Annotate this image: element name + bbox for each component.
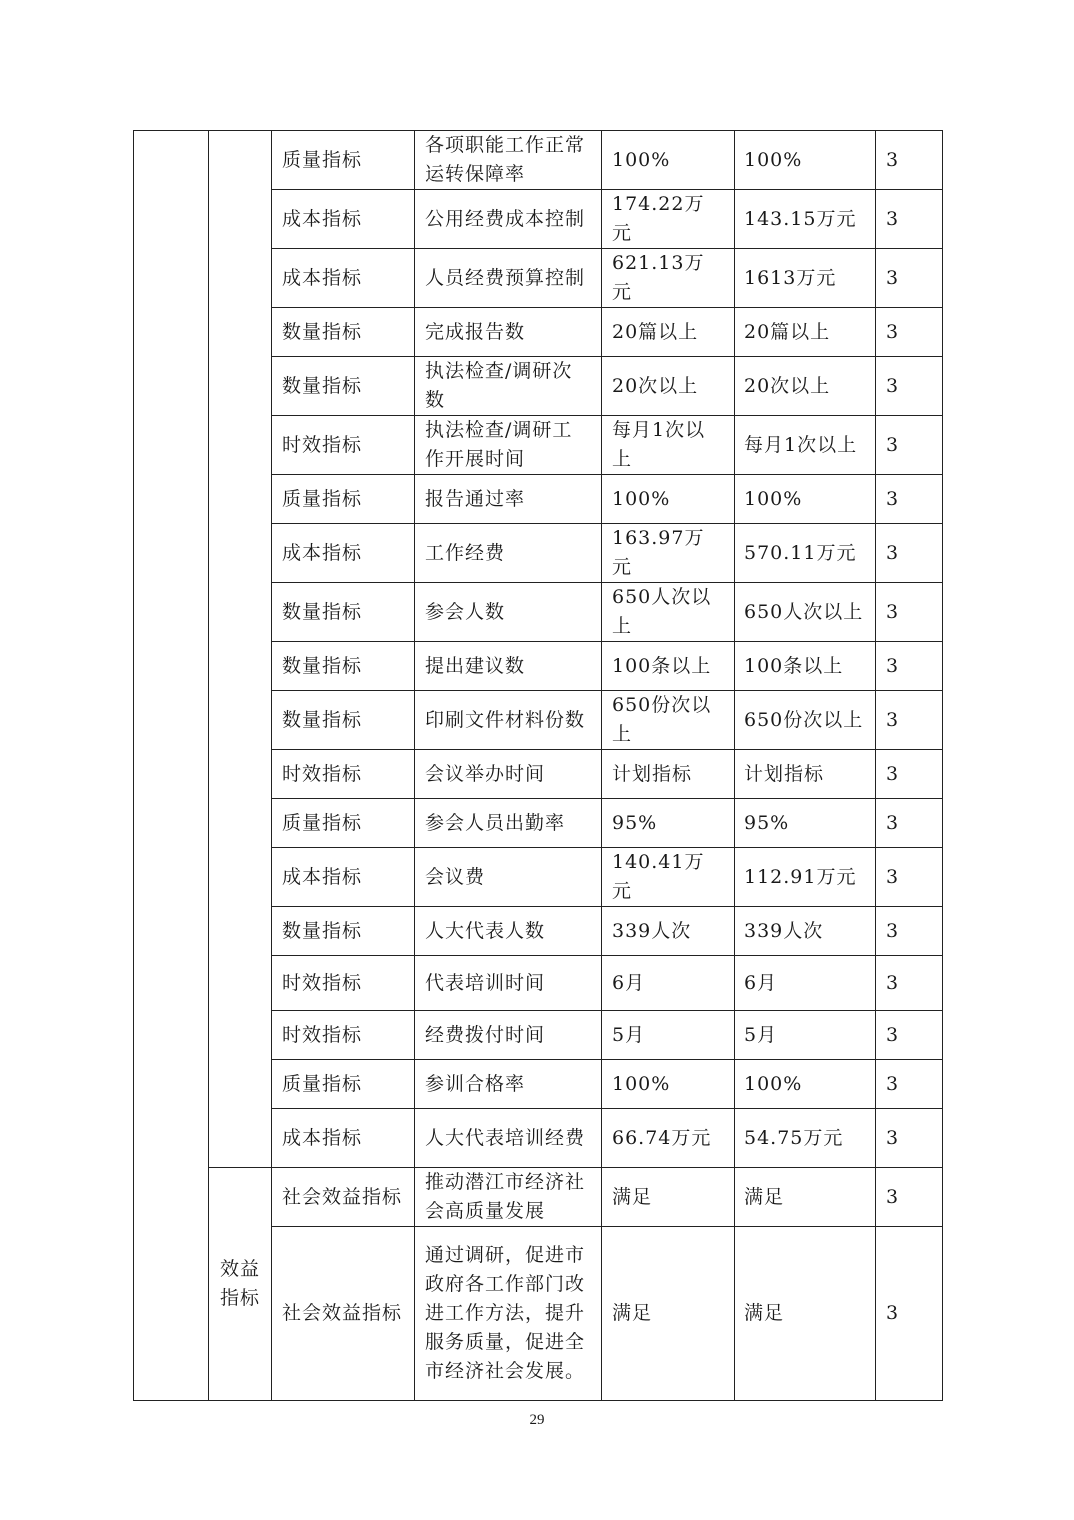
score-cell: 3: [876, 131, 943, 190]
secondary-indicator-cell: 成本指标: [272, 524, 415, 583]
tertiary-indicator-cell: 公用经费成本控制: [415, 190, 602, 249]
secondary-indicator-cell: 质量指标: [272, 799, 415, 848]
score-cell: 3: [876, 1168, 943, 1227]
secondary-indicator-cell: 质量指标: [272, 1060, 415, 1109]
actual-value-cell: 95%: [735, 799, 876, 848]
tertiary-indicator-cell: 参训合格率: [415, 1060, 602, 1109]
score-cell: 3: [876, 475, 943, 524]
actual-value-cell: 每月1次以上: [735, 416, 876, 475]
score-cell: 3: [876, 642, 943, 691]
score-cell: 3: [876, 799, 943, 848]
secondary-indicator-cell: 数量指标: [272, 357, 415, 416]
secondary-indicator-cell: 时效指标: [272, 956, 415, 1011]
secondary-indicator-cell: 时效指标: [272, 750, 415, 799]
score-cell: 3: [876, 750, 943, 799]
score-cell: 3: [876, 1011, 943, 1060]
secondary-indicator-cell: 数量指标: [272, 583, 415, 642]
annual-target-cell: 20次以上: [602, 357, 735, 416]
annual-target-cell: 95%: [602, 799, 735, 848]
score-cell: 3: [876, 956, 943, 1011]
actual-value-cell: 满足: [735, 1227, 876, 1401]
table-row: [134, 1168, 943, 1227]
tertiary-indicator-cell: 推动潜江市经济社会高质量发展: [415, 1168, 602, 1227]
actual-value-cell: 6月: [735, 956, 876, 1011]
annual-target-cell: 100%: [602, 475, 735, 524]
tertiary-indicator-cell: 代表培训时间: [415, 956, 602, 1011]
score-cell: 3: [876, 249, 943, 308]
page-number: 29: [529, 1412, 545, 1428]
annual-target-cell: 650人次以上: [602, 583, 735, 642]
annual-target-cell: 140.41万元: [602, 848, 735, 907]
secondary-indicator-cell: 时效指标: [272, 416, 415, 475]
annual-target-cell: 100%: [602, 1060, 735, 1109]
tertiary-indicator-cell: 会议费: [415, 848, 602, 907]
annual-target-cell: 20篇以上: [602, 308, 735, 357]
actual-value-cell: 20次以上: [735, 357, 876, 416]
annual-target-cell: 每月1次以上: [602, 416, 735, 475]
secondary-indicator-cell: 社会效益指标: [272, 1227, 415, 1401]
secondary-indicator-cell: 数量指标: [272, 907, 415, 956]
category-cell: [134, 131, 209, 1401]
actual-value-cell: 计划指标: [735, 750, 876, 799]
actual-value-cell: 100%: [735, 475, 876, 524]
annual-target-cell: 满足: [602, 1227, 735, 1401]
score-cell: 3: [876, 583, 943, 642]
score-cell: 3: [876, 190, 943, 249]
annual-target-cell: 满足: [602, 1168, 735, 1227]
actual-value-cell: 570.11万元: [735, 524, 876, 583]
secondary-indicator-cell: 成本指标: [272, 249, 415, 308]
secondary-indicator-cell: 成本指标: [272, 848, 415, 907]
tertiary-indicator-cell: 工作经费: [415, 524, 602, 583]
annual-target-cell: 6月: [602, 956, 735, 1011]
secondary-indicator-cell: 数量指标: [272, 642, 415, 691]
tertiary-indicator-cell: 参会人员出勤率: [415, 799, 602, 848]
tertiary-indicator-cell: 提出建议数: [415, 642, 602, 691]
score-cell: 3: [876, 1227, 943, 1401]
actual-value-cell: 650份次以上: [735, 691, 876, 750]
tertiary-indicator-cell: 通过调研，促进市政府各工作部门改进工作方法，提升服务质量，促进全市经济社会发展。: [415, 1227, 602, 1401]
annual-target-cell: 100%: [602, 131, 735, 190]
actual-value-cell: 5月: [735, 1011, 876, 1060]
annual-target-cell: 650份次以上: [602, 691, 735, 750]
tertiary-indicator-cell: 各项职能工作正常运转保障率: [415, 131, 602, 190]
annual-target-cell: 339人次: [602, 907, 735, 956]
actual-value-cell: 100条以上: [735, 642, 876, 691]
tertiary-indicator-cell: 完成报告数: [415, 308, 602, 357]
actual-value-cell: 满足: [735, 1168, 876, 1227]
secondary-indicator-cell: 成本指标: [272, 190, 415, 249]
tertiary-indicator-cell: 人大代表培训经费: [415, 1109, 602, 1168]
score-cell: 3: [876, 524, 943, 583]
annual-target-cell: 5月: [602, 1011, 735, 1060]
actual-value-cell: 650人次以上: [735, 583, 876, 642]
annual-target-cell: 66.74万元: [602, 1109, 735, 1168]
tertiary-indicator-cell: 执法检查/调研工作开展时间: [415, 416, 602, 475]
actual-value-cell: 112.91万元: [735, 848, 876, 907]
score-cell: 3: [876, 1109, 943, 1168]
benefit-indicator-cell: 效益指标: [209, 1168, 272, 1401]
tertiary-indicator-cell: 人员经费预算控制: [415, 249, 602, 308]
tertiary-indicator-cell: 执法检查/调研次数: [415, 357, 602, 416]
actual-value-cell: 20篇以上: [735, 308, 876, 357]
annual-target-cell: 174.22万元: [602, 190, 735, 249]
score-cell: 3: [876, 416, 943, 475]
tertiary-indicator-cell: 报告通过率: [415, 475, 602, 524]
secondary-indicator-cell: 社会效益指标: [272, 1168, 415, 1227]
score-cell: 3: [876, 308, 943, 357]
actual-value-cell: 339人次: [735, 907, 876, 956]
tertiary-indicator-cell: 印刷文件材料份数: [415, 691, 602, 750]
tertiary-indicator-cell: 参会人数: [415, 583, 602, 642]
secondary-indicator-cell: 数量指标: [272, 691, 415, 750]
secondary-indicator-cell: 质量指标: [272, 475, 415, 524]
actual-value-cell: 143.15万元: [735, 190, 876, 249]
annual-target-cell: 100条以上: [602, 642, 735, 691]
annual-target-cell: 163.97万元: [602, 524, 735, 583]
secondary-indicator-cell: 成本指标: [272, 1109, 415, 1168]
output-indicator-cell: [209, 131, 272, 1168]
actual-value-cell: 1613万元: [735, 249, 876, 308]
annual-target-cell: 计划指标: [602, 750, 735, 799]
score-cell: 3: [876, 907, 943, 956]
actual-value-cell: 100%: [735, 1060, 876, 1109]
tertiary-indicator-cell: 人大代表人数: [415, 907, 602, 956]
table-row: [134, 131, 943, 190]
actual-value-cell: 54.75万元: [735, 1109, 876, 1168]
score-cell: 3: [876, 1060, 943, 1109]
score-cell: 3: [876, 691, 943, 750]
secondary-indicator-cell: 时效指标: [272, 1011, 415, 1060]
secondary-indicator-cell: 数量指标: [272, 308, 415, 357]
indicator-table: [133, 130, 943, 1401]
score-cell: 3: [876, 357, 943, 416]
score-cell: 3: [876, 848, 943, 907]
tertiary-indicator-cell: 经费拨付时间: [415, 1011, 602, 1060]
secondary-indicator-cell: 质量指标: [272, 131, 415, 190]
annual-target-cell: 621.13万元: [602, 249, 735, 308]
actual-value-cell: 100%: [735, 131, 876, 190]
tertiary-indicator-cell: 会议举办时间: [415, 750, 602, 799]
